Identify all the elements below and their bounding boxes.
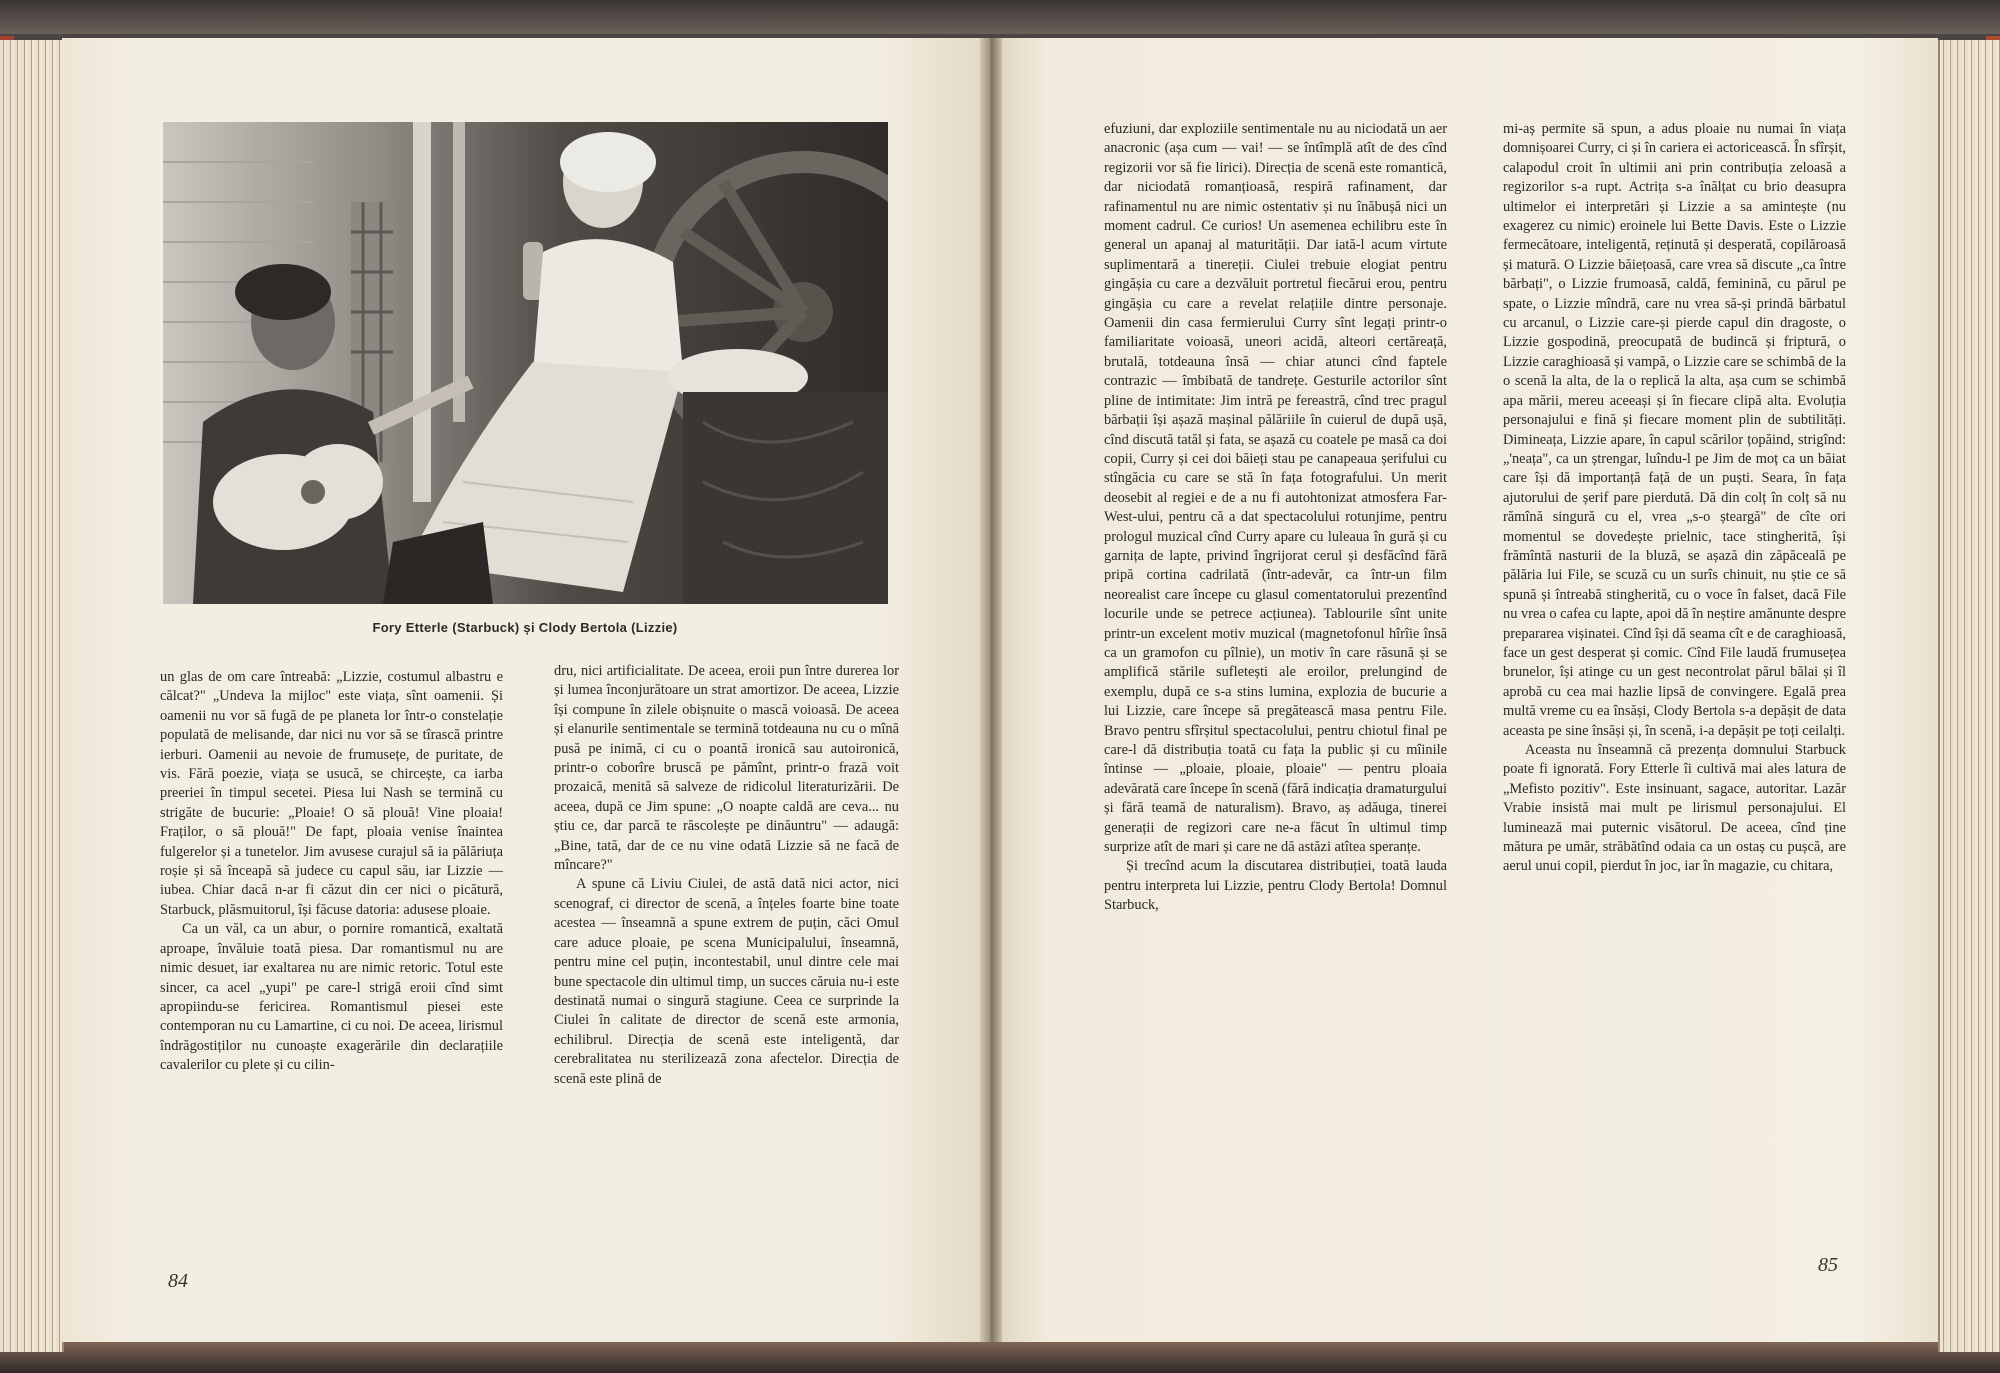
paragraph: efuziuni, dar exploziile sentimentale nu au niciodată un aer anacronic (așa cum — vai! — se întîmplă atît de des cînd regizorii vor să fie lirici). Direcția de scenă este romantică, dar niciodată romanțioasă, respiră rafinament, dar rafinamentul nu are nimic ostentativ și nu înăbușă nici un moment cadrul. Ce curios! Un asemenea echilibru este în general un apanaj al maturității. Dar iată-l acum virtute suplimentară a tinereții. Ciulei trebuie elogiat pentru gingășia cu care a dezvăluit portretul fiecărui erou, pentru gingășia cu care a revelat relațiile dintre personaje. Oamenii din casa fermierului Curry sînt legați printr-o familiaritate voioasă, uneori acidă, alteori certăreață, brutală, totdeauna însă — chiar atunci cînd faptele contrazic — îmbibată de tandrețe. Gesturile actorilor sînt pline de intimitate: Jim intră pe fereastră, cînd trec pragul bărbații își așază mașinal pălăriile în cuierul de după ușă, cînd discută tatăl și fata, se așază cu coatele pe masă ca doi copii, Curry și cei doi băieți stau pe canapeaua șerifului cu stîngăcia cu care se stă în fața fotografului. Un merit deosebit al regiei e de a nu fi autohtonizat atmosfera Far-West-ului, pentru că a dat spectacolului rotunjime, pentru prologul muzical cînd Curry apare cu luleaua în gură și cu garnița de lapte, privind îngrijorat cerul și desfăcînd fără pripă cortina cadrilată (într-adevăr, ca într-un film neorealist care începe cu glasul comentatorului prezentînd locurile unde se petrece acțiunea). Tablourile sînt unite printr-un excelent motiv muzical (magnetofonul hîrîie însă ca un gramofon cu pîlnie), un motiv în care răsună și se amplifică stările sufletești ale eroilor, prelungind de exemplu, după ce s-a stins lumina, explozia de bucurie a lui Lizzie, care începe să pregătească masa pentru File. Bravo pentru sfîrșitul spectacolului, pentru chiotul final pe care-l dă distribuția toată cu fața la public și cu mîinile întinse — „ploaie, ploaie, ploaie" — pentru ploaia adevărată care începe în scenă (fără indicația dramaturgului și fără teamă de naturalism). Bravo, aș adăuga, tinerei generații de regizori care ne-a făcut în ultimul timp surprize atît de mari și care ne dă astăzi atîtea speranțe. [1104, 121, 1447, 856]
text-column-1 [160, 668, 503, 1076]
page-stack-left [0, 40, 64, 1352]
photograph-illustration [163, 122, 888, 604]
page-number-left: 84 [168, 1270, 188, 1292]
page-stack-right [1938, 40, 2000, 1352]
page-number-right: 85 [1818, 1254, 1838, 1276]
paragraph: Aceasta nu înseamnă că prezența domnului Starbuck poate fi ignorată. Fory Etterle îi cultivă mai ales latura de „Mefisto pozitiv". Este insinuant, sagace, autoritar. Lazăr Vrabie insistă mai mult pe lirismul personajului. El luminează mai puternic visătorul. De aceea, cînd ține mătura pe umăr, străbătînd odaia ca un ostaș cu pușcă, are aerul unui copil, pierdut în joc, iar în magazie, cu chitara, [1503, 742, 1846, 875]
paragraph: A spune că Liviu Ciulei, de astă dată nici actor, nici scenograf, ci director de scenă, a înțeles foarte bine toate acestea — înseamnă a spune extrem de puțin, căci Omul care aduce ploaie, pe scena Municipalului, înseamnă, pentru mine cel puțin, incontestabil, unul dintre cele mai bune spectacole din ultimul timp, un succes căruia nu-i este destinată numai o singură stagiune. Ceea ce surprinde la Ciulei în calitate de director de scenă este armonia, echilibrul. Direcția de scenă este inteligentă, dar cerebralitatea nu sterilizează zona afectelor. Direcția de scenă este plină de [554, 876, 899, 1087]
paragraph: dru, nici artificialitate. De aceea, eroii pun între durerea lor și lumea înconjurătoare un strat amortizor. De aceea, Lizzie își compune în zilele obișnuite o mască voioasă. De aceea și elanurile sentimentale se termină totdeauna nu cu o mînă pusă pe inimă, ci cu o poantă ironică sau autoironică, printr-o coborîre bruscă pe pămînt, printr-o frază voit prozaică, menită să salveze de ridicolul literaturizării. De aceea, după ce Jim spune: „O noapte caldă are ceva... nu știu ce, dar parcă te răscolește pe dinăuntru" — adaugă: „Bine, tată, dar de ce nu vine odată Lizzie să ne facă de mîncare?" [554, 663, 899, 874]
text-column-4 [1503, 120, 1846, 877]
scan-background-top [0, 0, 2000, 34]
photograph [163, 122, 888, 604]
book-gutter [980, 38, 1002, 1342]
paragraph: Și trecînd acum la discutarea distribuției, toată lauda pentru interpreta lui Lizzie, pentru Clody Bertola! Domnul Starbuck, [1104, 858, 1447, 914]
photo-caption: Fory Etterle (Starbuck) și Clody Bertola (Lizzie) [372, 620, 678, 635]
scan-background-bottom [0, 1338, 2000, 1373]
text-column-2 [554, 662, 899, 1089]
paragraph: mi-aș permite să spun, a adus ploaie nu numai în viața domnișoarei Curry, ci și în cariera ei actoricească. În sfîrșit, calapodul croit în ultimii ani prin contribuția zeloasă a regizorilor s-a rupt. Actrița s-a înălțat cu brio deasupra ultimelor ei interpretări și Lizzie a sa amintește (nu exagerez cu nimic) eroinele lui Bette Davis. Este o Lizzie fermecătoare, inteligentă, reținută și desperată, copilăroasă și matură. O Lizzie băiețoasă, care vrea să discute „ca între bărbați", o Lizzie frumoasă, caldă, feminină, cu părul pe spate, o Lizzie mîndră, care nu vrea să-și prindă bărbatul cu arcanul, o Lizzie care-și pierde capul din dragoste, o Lizzie gospodină, preocupată de budincă și friptură, o Lizzie caraghioasă și vampă, o Lizzie care se schimbă de la o scenă la alta, de la o replică la alta, așa cum se schimbă apa mării, mereu aceeași și în fiecare clipă alta. Evoluția personajului e fină și fiecare moment plin de subtilități. Dimineața, Lizzie apare, în capul scărilor țopăind, strigînd: „'neața", ca un ștrengar, luîndu-l pe Jim de moț ca un băiat care își dă importanță față de un puști. Seara, în fața ajutorului de șerif pare pierdută. Dă din colț în colț să nu rămînă singură cu el, vrea „s-o șteargă" de cîte ori momentul se dovedește prielnic, tace stingherită, își frămîntă nasturii de la bluză, se așază din zăpăceală pe pălăria lui File, se scuză cu un surîs chinuit, nu știe ce să spună și întreabă stingherită, cu o voce în falset, dacă File nu vrea o cafea cu lapte, apoi dă în neștire amănunte despre prepararea vișinatei. Cînd își dă seama cît e de caraghioasă, face un gest desperat și comic. Cînd File laudă frumusețea brunelor, își atinge cu un gest necontrolat părul bălai și îl aprobă cu cea mai hazlie lipsă de convingere. Egală prea multă vreme cu ea însăși, Clody Bertola s-a depășit de data aceasta pe sine însăși și, în scenă, i-a depășit pe toți ceilalți. [1503, 121, 1846, 739]
text-column-3 [1104, 120, 1447, 916]
paragraph: un glas de om care întreabă: „Lizzie, costumul albastru e călcat?" „Undeva la mijloc" este viața, sînt oamenii. Și oamenii nu vor să fugă de pe planeta lor într-o constelație populată de melisande, dar nici nu vor să se tîrască printre ierburi. Oamenii au nevoie de frumusețe, de puritate, de vis. Fără poezie, viața se usucă, se chircește, ca iarba preeriei în timpul secetei. Piesa lui Nash se termină cu strigăte de bucurie: „Ploaie! O să plouă! Vine ploaia! Fraților, o să plouă!" De fapt, ploaia venise înaintea fulgerelor și a tunetelor. Jim avusese curajul să ia pălăriuța roșie și să înceapă să judece cu capul său, iar Lizzie — iubea. Chiar dacă n-ar fi căzut din cer nici o picătură, Starbuck, plăsmuitorul, își făcuse datoria: adusese ploaie. [160, 669, 503, 918]
paragraph: Ca un văl, ca un abur, o pornire romantică, exaltată aproape, învăluie toată piesa. Dar romantismul nu are nimic desuet, iar exaltarea nu are nimic retoric. Totul este sincer, ca acel „yupi" pe care-l strigă eroii cînd simt apropiindu-se fericirea. Romantismul piesei este contemporan nu cu Lamartine, ci cu noi. De aceea, lirismul îndrăgostiților nu cunoaște exagerările din declarațiile cavalerilor cu plete și cu cilin- [160, 921, 503, 1074]
